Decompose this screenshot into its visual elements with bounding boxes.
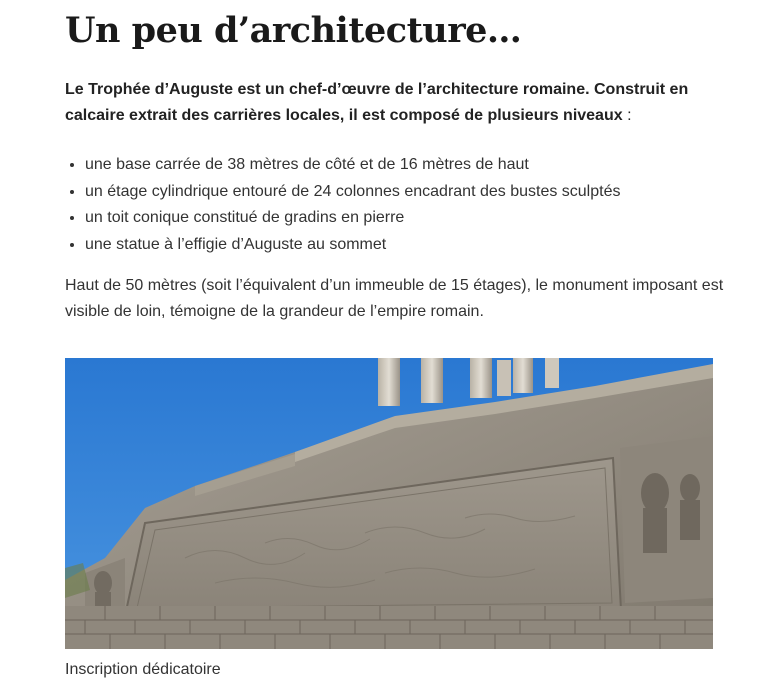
section-heading: Un peu d’architecture… <box>65 10 522 51</box>
monument-photo <box>65 358 713 649</box>
image-caption: Inscription dédicatoire <box>65 661 221 678</box>
list-item: • une statue à l’effigie d’Auguste au sommet <box>85 232 725 259</box>
feature-list <box>65 152 725 259</box>
intro-bold-text: Le Trophée d’Auguste est un chef-d’œuvre de l’architecture romaine. Construit en calcaire extrait des carrières locales, il est composé de plusieurs niveaux <box>65 81 689 124</box>
height-paragraph: Haut de 50 mètres (soit l’équivalent d’un immeuble de 15 étages), le monument imposant est visible de loin, témoigne de la grandeur de l’empire romain. <box>65 276 724 320</box>
intro-tail-text: : <box>622 107 632 124</box>
article-content <box>65 0 725 325</box>
list-item: • un toit conique constitué de gradins en pierre <box>85 205 725 232</box>
list-item: • un étage cylindrique entouré de 24 colonnes encadrant des bustes sculptés <box>85 179 725 206</box>
list-item: • une base carrée de 38 mètres de côté et de 16 mètres de haut <box>85 152 725 179</box>
intro-paragraph <box>65 77 725 129</box>
